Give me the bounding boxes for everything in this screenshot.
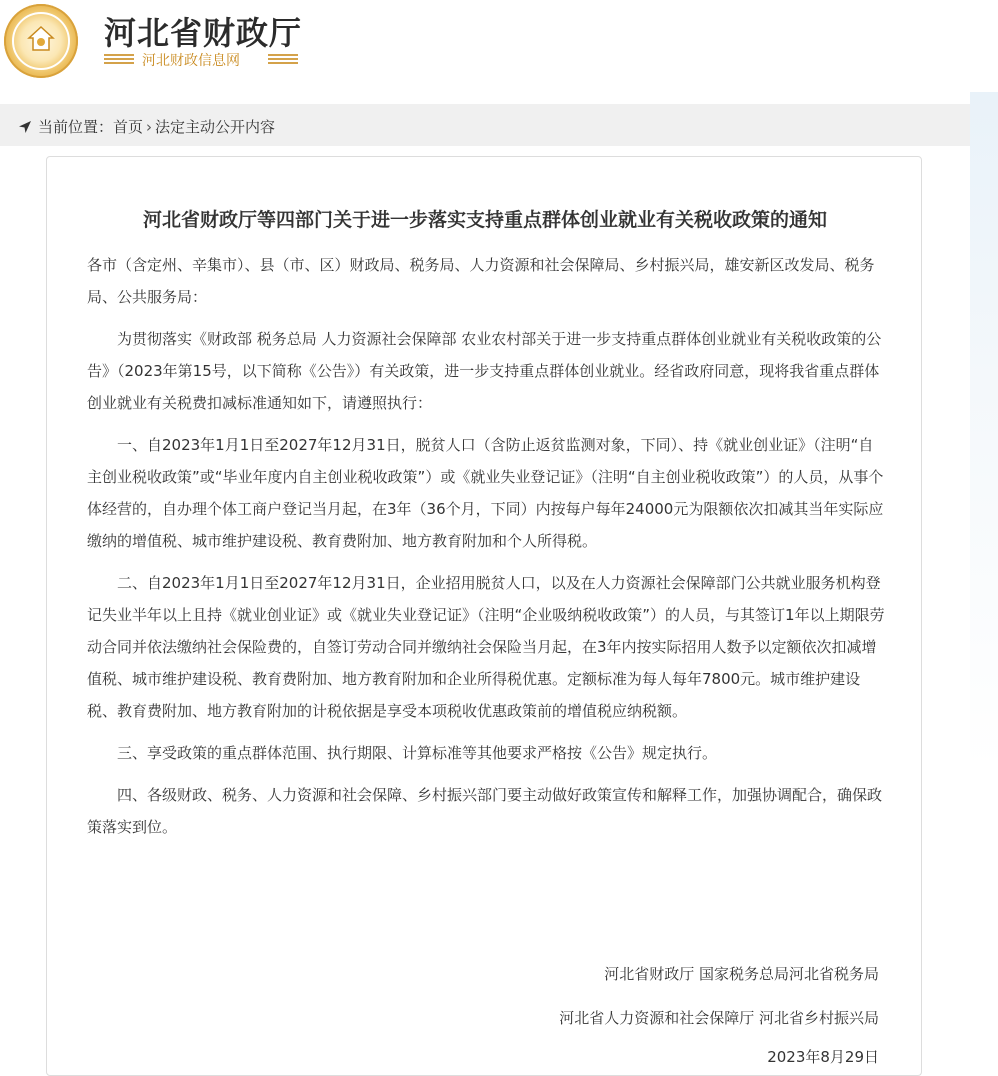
article-paragraph-3: 三、享受政策的重点群体范围、执行期限、计算标准等其他要求严格按《公告》规定执行。 <box>117 744 718 762</box>
site-subtitle-group <box>104 50 300 70</box>
breadcrumb <box>18 116 275 137</box>
emblem-logo[interactable] <box>4 4 78 78</box>
site-title[interactable]: 河北省财政厅 <box>104 14 303 52</box>
article-title: 河北省财政厅等四部门关于进一步落实支持重点群体创业就业有关税收政策的通知 <box>142 209 827 231</box>
article-paragraph-2: 二、自2023年1月1日至2027年12月31日，企业招用脱贫人口，以及在人力资源社会保障部门公共就业服务机构登记失业半年以上且持《就业创业证》或《就业失业登记证》（注明“企业吸纳税收政策”）的人员，与其签订1年以上期限劳动合同并依法缴纳社会保险费的，自签订劳动合同并缴纳社会保险当月起，在3年内按实际招用人数予以定额依次扣减增值税、城市维护建设税、教育费附加、地方教育附加和企业所得税优惠。定额标准为每人每年7800元。城市维护建设税、教育费附加、地方教育附加的计税依据是享受本项税收优惠政策前的增值税应纳税额。 <box>87 574 885 720</box>
article-addressee: 各市（含定州、辛集市）、县（市、区）财政局、税务局、人力资源和社会保障局、乡村振兴局，雄安新区改发局、税务局、公共服务局： <box>87 256 875 306</box>
breadcrumb-prefix: 当前位置： <box>38 118 114 136</box>
article-container <box>46 156 922 1076</box>
site-header <box>0 0 998 92</box>
signature-date: 2023年8月29日 <box>767 1048 879 1066</box>
breadcrumb-current-link[interactable]: 法定主动公开内容 <box>155 118 276 136</box>
emblem-house-icon <box>26 24 56 54</box>
article-paragraph-1: 一、自2023年1月1日至2027年12月31日，脱贫人口（含防止返贫监测对象，下同）、持《就业创业证》（注明“自主创业税收政策”或“毕业年度内自主创业税收政策”）或《就业失业登记证》（注明“自主创业税收政策”）的人员，从事个体经营的，自办理个体工商户登记当月起，在3年（36个月，下同）内按每户每年24000元为限额依次扣减其当年实际应缴纳的增值税、城市维护建设税、教育费附加、地方教育附加和个人所得税。 <box>87 436 884 550</box>
breadcrumb-home-link[interactable]: 首页 <box>113 118 144 136</box>
article-paragraph-intro: 为贯彻落实《财政部 税务总局 人力资源社会保障部 农业农村部关于进一步支持重点群体创业就业有关税收政策的公告》（2023年第15号，以下简称《公告》）有关政策，进一步支持重点群体创业就业。经省政府同意，现将我省重点群体创业就业有关税费扣减标准通知如下，请遵照执行： <box>87 330 882 412</box>
site-subtitle: 河北财政信息网 <box>142 53 240 69</box>
signature-line-1: 河北省财政厅 国家税务总局河北省税务局 <box>604 965 879 983</box>
article-paragraph-4: 四、各级财政、税务、人力资源和社会保障、乡村振兴部门要主动做好政策宣传和解释工作，加强协调配合，确保政策落实到位。 <box>87 786 883 836</box>
signature-line-2: 河北省人力资源和社会保障厅 河北省乡村振兴局 <box>559 1009 879 1027</box>
right-decoration <box>970 92 998 1061</box>
breadcrumb-bar <box>0 104 970 146</box>
article-body <box>87 249 887 853</box>
subtitle-left-stripe <box>104 54 134 66</box>
subtitle-right-stripe <box>268 54 298 66</box>
location-arrow-icon <box>18 120 32 134</box>
breadcrumb-separator: › <box>146 117 153 136</box>
